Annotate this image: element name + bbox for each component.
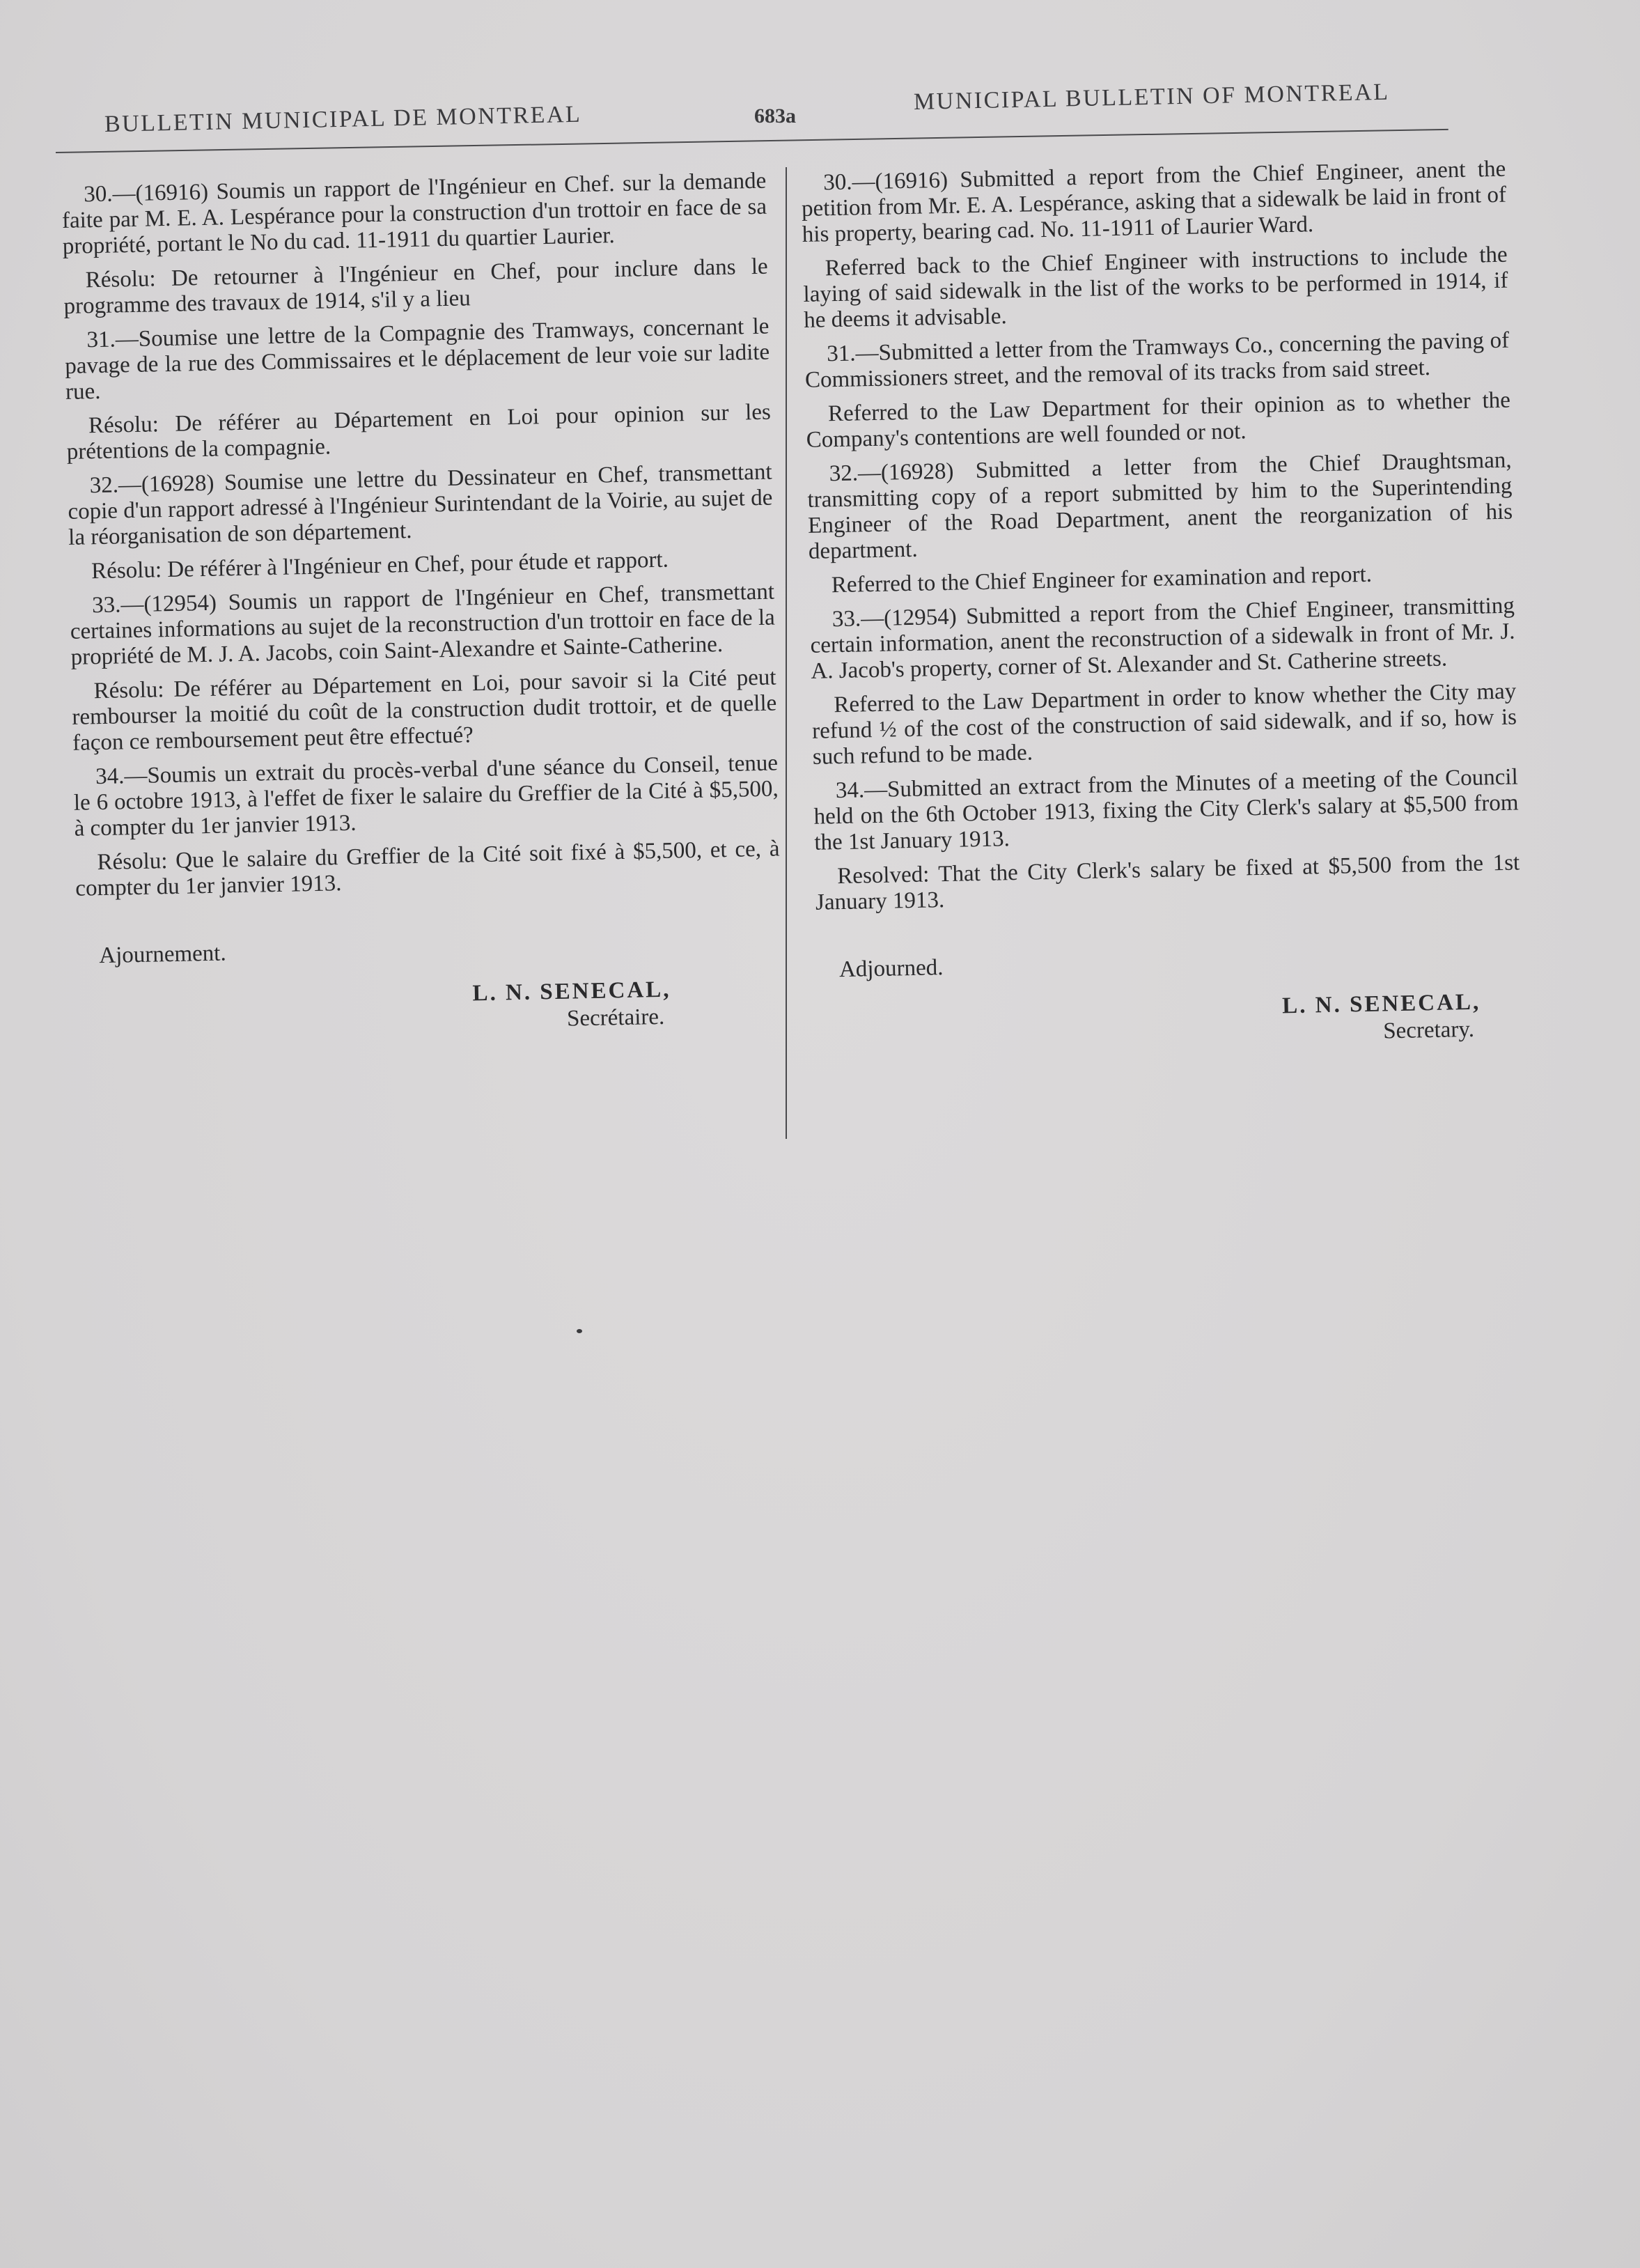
french-column	[61, 169, 783, 1042]
french-paragraph: 34.—Soumis un extrait du procès-verbal d'une séance du Conseil, tenue le 6 octobre 1913, à l'effet de fixer le salaire du Greffier de la Cité à $5,500, à compter du 1er janvier 1913.	[73, 750, 779, 841]
french-paragraph: 32.—(16928) Soumise une lettre du Dessinateur en Chef, transmettant copie d'un rapport adressé à l'Ingénieur Surintendant de la Voirie, au sujet de la réorganisation de son département.	[68, 459, 773, 550]
french-signature	[77, 974, 783, 1041]
signature-title: Secrétaire.	[566, 1004, 665, 1032]
french-paragraph: Résolu: De référer au Département en Loi pour opinion sur les prétentions de la compagnie.	[66, 399, 772, 465]
english-paragraph: Referred to the Law Department in order to know whether the City may refund ½ of the cost of the construction of said sidewalk, and if so, how is such refund to be made.	[811, 678, 1517, 770]
running-head-english: MUNICIPAL BULLETIN OF MONTREAL	[913, 79, 1390, 115]
english-paragraph: Resolved: That the City Clerk's salary be fixed at $5,500 from the 1st January 1913.	[815, 850, 1520, 915]
english-column	[801, 157, 1523, 1056]
english-signature	[818, 988, 1523, 1055]
english-paragraph: Referred to the Chief Engineer for examination and report.	[831, 561, 1373, 598]
french-paragraph: 31.—Soumise une lettre de la Compagnie des Tramways, concernant le pavage de la rue des Commissaires et le déplacement de leur voie sur ladite rue.	[64, 313, 770, 405]
french-paragraph: 30.—(16916) Soumis un rapport de l'Ingénieur en Chef. sur la demande faite par M. E. A. Lespérance pour la construction d'un trottoir en face de sa propriété, portant le No du cad. 11-1911 du quartier Laurier.	[61, 168, 767, 259]
english-paragraph: 33.—(12954) Submitted a report from the Chief Engineer, transmitting certain information, anent the reconstruction of a sidewalk in front of Mr. J. A. Jacob's property, corner of St. Alexander and St. Catherine streets.	[810, 593, 1515, 684]
french-paragraph: Résolu: Que le salaire du Greffier de la Cité soit fixé à $5,500, et ce, à compter du 1er janvier 1913.	[75, 836, 780, 901]
english-paragraph: 32.—(16928) Submitted a letter from the Chief Draughtsman, transmitting copy of a report submitted by him to the Superintending Engineer of the Road Department, anent the reorganization of his department.	[807, 447, 1513, 564]
english-paragraph: Referred back to the Chief Engineer with instructions to include the laying of said sidewalk in the list of the works to be performed in 1914, if he deems it advisable.	[803, 242, 1508, 333]
french-adjournment: Ajournement.	[98, 940, 226, 969]
english-adjournment: Adjourned.	[838, 955, 944, 983]
english-paragraph: 30.—(16916) Submitted a report from the Chief Engineer, anent the petition from Mr. E. A. Lespérance, asking that a sidewalk be laid in front of his property, bearing cad. No. 11-1911 of Laurier Ward.	[801, 156, 1507, 247]
column-divider	[786, 167, 787, 1139]
signature-name: L. N. SENECAL,	[1281, 989, 1481, 1019]
running-head-french: BULLETIN MUNICIPAL DE MONTREAL	[104, 101, 582, 137]
english-paragraph: Referred to the Law Department for their opinion as to whether the Company's contentions are well founded or not.	[806, 387, 1511, 453]
english-paragraph: 31.—Submitted a letter from the Tramways Co., concerning the paving of Commissioners street, and the removal of its tracks from said street.	[804, 327, 1510, 393]
french-paragraph: Résolu: De référer à l'Ingénieur en Chef, pour étude et rapport.	[91, 547, 669, 584]
signature-title: Secretary.	[1382, 1016, 1475, 1044]
page-number: 683a	[754, 104, 796, 127]
french-paragraph: 33.—(12954) Soumis un rapport de l'Ingénieur en Chef, transmettant certaines informations au sujet de la reconstruction d'un trottoir en face de la propriété de M. J. A. Jacobs, coin Saint-Alexandre et Sainte-Catherine.	[70, 579, 776, 670]
french-paragraph: Résolu: De référer au Département en Loi, pour savoir si la Cité peut rembourser la moitié du coût de la construction dudit trottoir, et de quelle façon ce remboursement peut être effectué?	[72, 665, 777, 756]
english-paragraph: 34.—Submitted an extract from the Minutes of a meeting of the Council held on the 6th October 1913, fixing the City Clerk's salary at $5,500 from the 1st January 1913.	[813, 764, 1519, 855]
french-paragraph: Résolu: De retourner à l'Ingénieur en Chef, pour inclure dans le programme des travaux de 1914, s'il y a lieu	[63, 254, 768, 319]
ink-speck	[577, 1329, 582, 1333]
signature-name: L. N. SENECAL,	[472, 977, 671, 1007]
